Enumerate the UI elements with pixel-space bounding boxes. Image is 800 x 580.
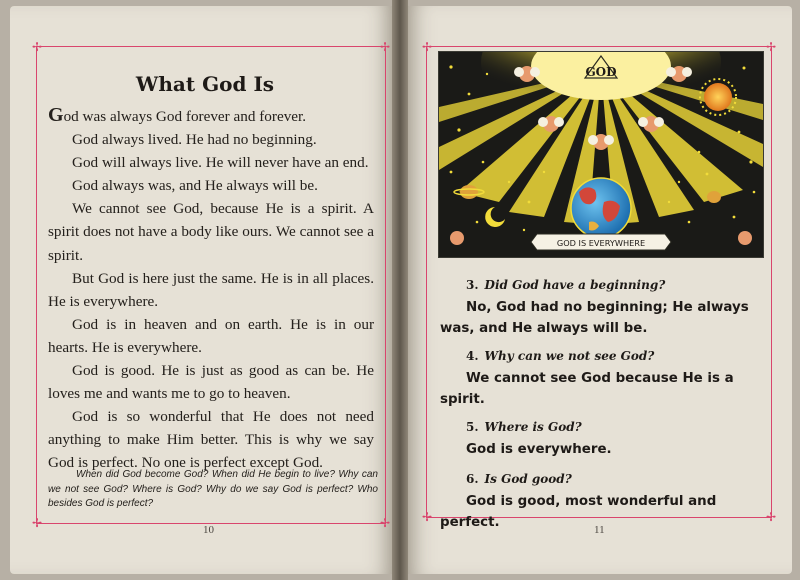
question-number: 5.: [466, 420, 479, 434]
question: [440, 349, 770, 363]
lesson-paragraph: God always lived. He had no beginning.: [72, 131, 317, 149]
question-text: Where is God?: [484, 420, 582, 434]
page-number-right: 11: [594, 524, 605, 536]
book-gutter: [392, 0, 408, 580]
review-questions: When did God become God? When did He begin to live? Why can we not see God? Where is God? Why do we say God is perfect? Who besides God is perfect?: [48, 469, 378, 509]
question-number: 3.: [466, 278, 479, 292]
corner-ornament-icon: ✢: [379, 40, 391, 54]
answer: God is good, most wonderful and perfect.: [440, 494, 717, 530]
lesson-paragraph: God is in heaven and on earth. He is in our hearts. He is everywhere.: [48, 315, 374, 356]
corner-ornament-icon: ✢: [31, 40, 43, 54]
page-title: What God Is: [135, 72, 275, 96]
question: [440, 472, 770, 486]
lesson-paragraph: But God is here just the same. He is in all places. He is everywhere.: [48, 269, 374, 310]
corner-ornament-icon: ✢: [421, 510, 433, 524]
corner-ornament-icon: ✢: [421, 40, 433, 54]
banner-label: GOD IS EVERYWHERE: [556, 238, 646, 248]
cosmos-picture: [439, 52, 763, 257]
answer: God is everywhere.: [466, 442, 612, 457]
lesson-paragraph: [48, 104, 374, 128]
question: [440, 420, 770, 434]
question: [440, 278, 770, 292]
lesson-text: [48, 104, 374, 475]
question-text: Is God good?: [484, 472, 572, 486]
answer: We cannot see God because He is a spirit.: [440, 371, 734, 407]
lesson-paragraph: God is so wonderful that He does not need anything to make Him better. This is why we say God is perfect. No one is perfect except God.: [48, 408, 374, 472]
god-is-everywhere-illustration: [438, 51, 764, 258]
question-number: 6.: [466, 472, 479, 486]
god-label: GOD: [585, 65, 617, 79]
corner-ornament-icon: ✢: [31, 516, 43, 530]
corner-ornament-icon: ✢: [765, 510, 777, 524]
answer: No, God had no beginning; He always was, and He always will be.: [440, 300, 749, 336]
lesson-paragraph: God will always live. He will never have an end.: [72, 154, 369, 172]
lesson-paragraph: God always was, and He always will be.: [72, 177, 318, 195]
qa-item: [440, 472, 770, 533]
corner-ornament-icon: ✢: [765, 40, 777, 54]
question-text: Did God have a beginning?: [484, 278, 666, 292]
lesson-first-line: od was always God forever and forever.: [63, 108, 307, 125]
lesson-paragraph: We cannot see God, because He is a spirit. A spirit does not have a body like ours. We cannot see a spirit.: [48, 200, 374, 264]
qa-item: [440, 278, 770, 339]
question-number: 4.: [466, 349, 479, 363]
lesson-paragraph: God is good. He is just as good as can be. He loves me and wants me to go to heaven.: [48, 362, 374, 403]
qa-item: [440, 420, 770, 460]
drop-cap: G: [48, 104, 64, 126]
page-number-left: 10: [203, 524, 214, 536]
qa-item: [440, 349, 770, 410]
question-text: Why can we not see God?: [484, 349, 655, 363]
corner-ornament-icon: ✢: [379, 516, 391, 530]
